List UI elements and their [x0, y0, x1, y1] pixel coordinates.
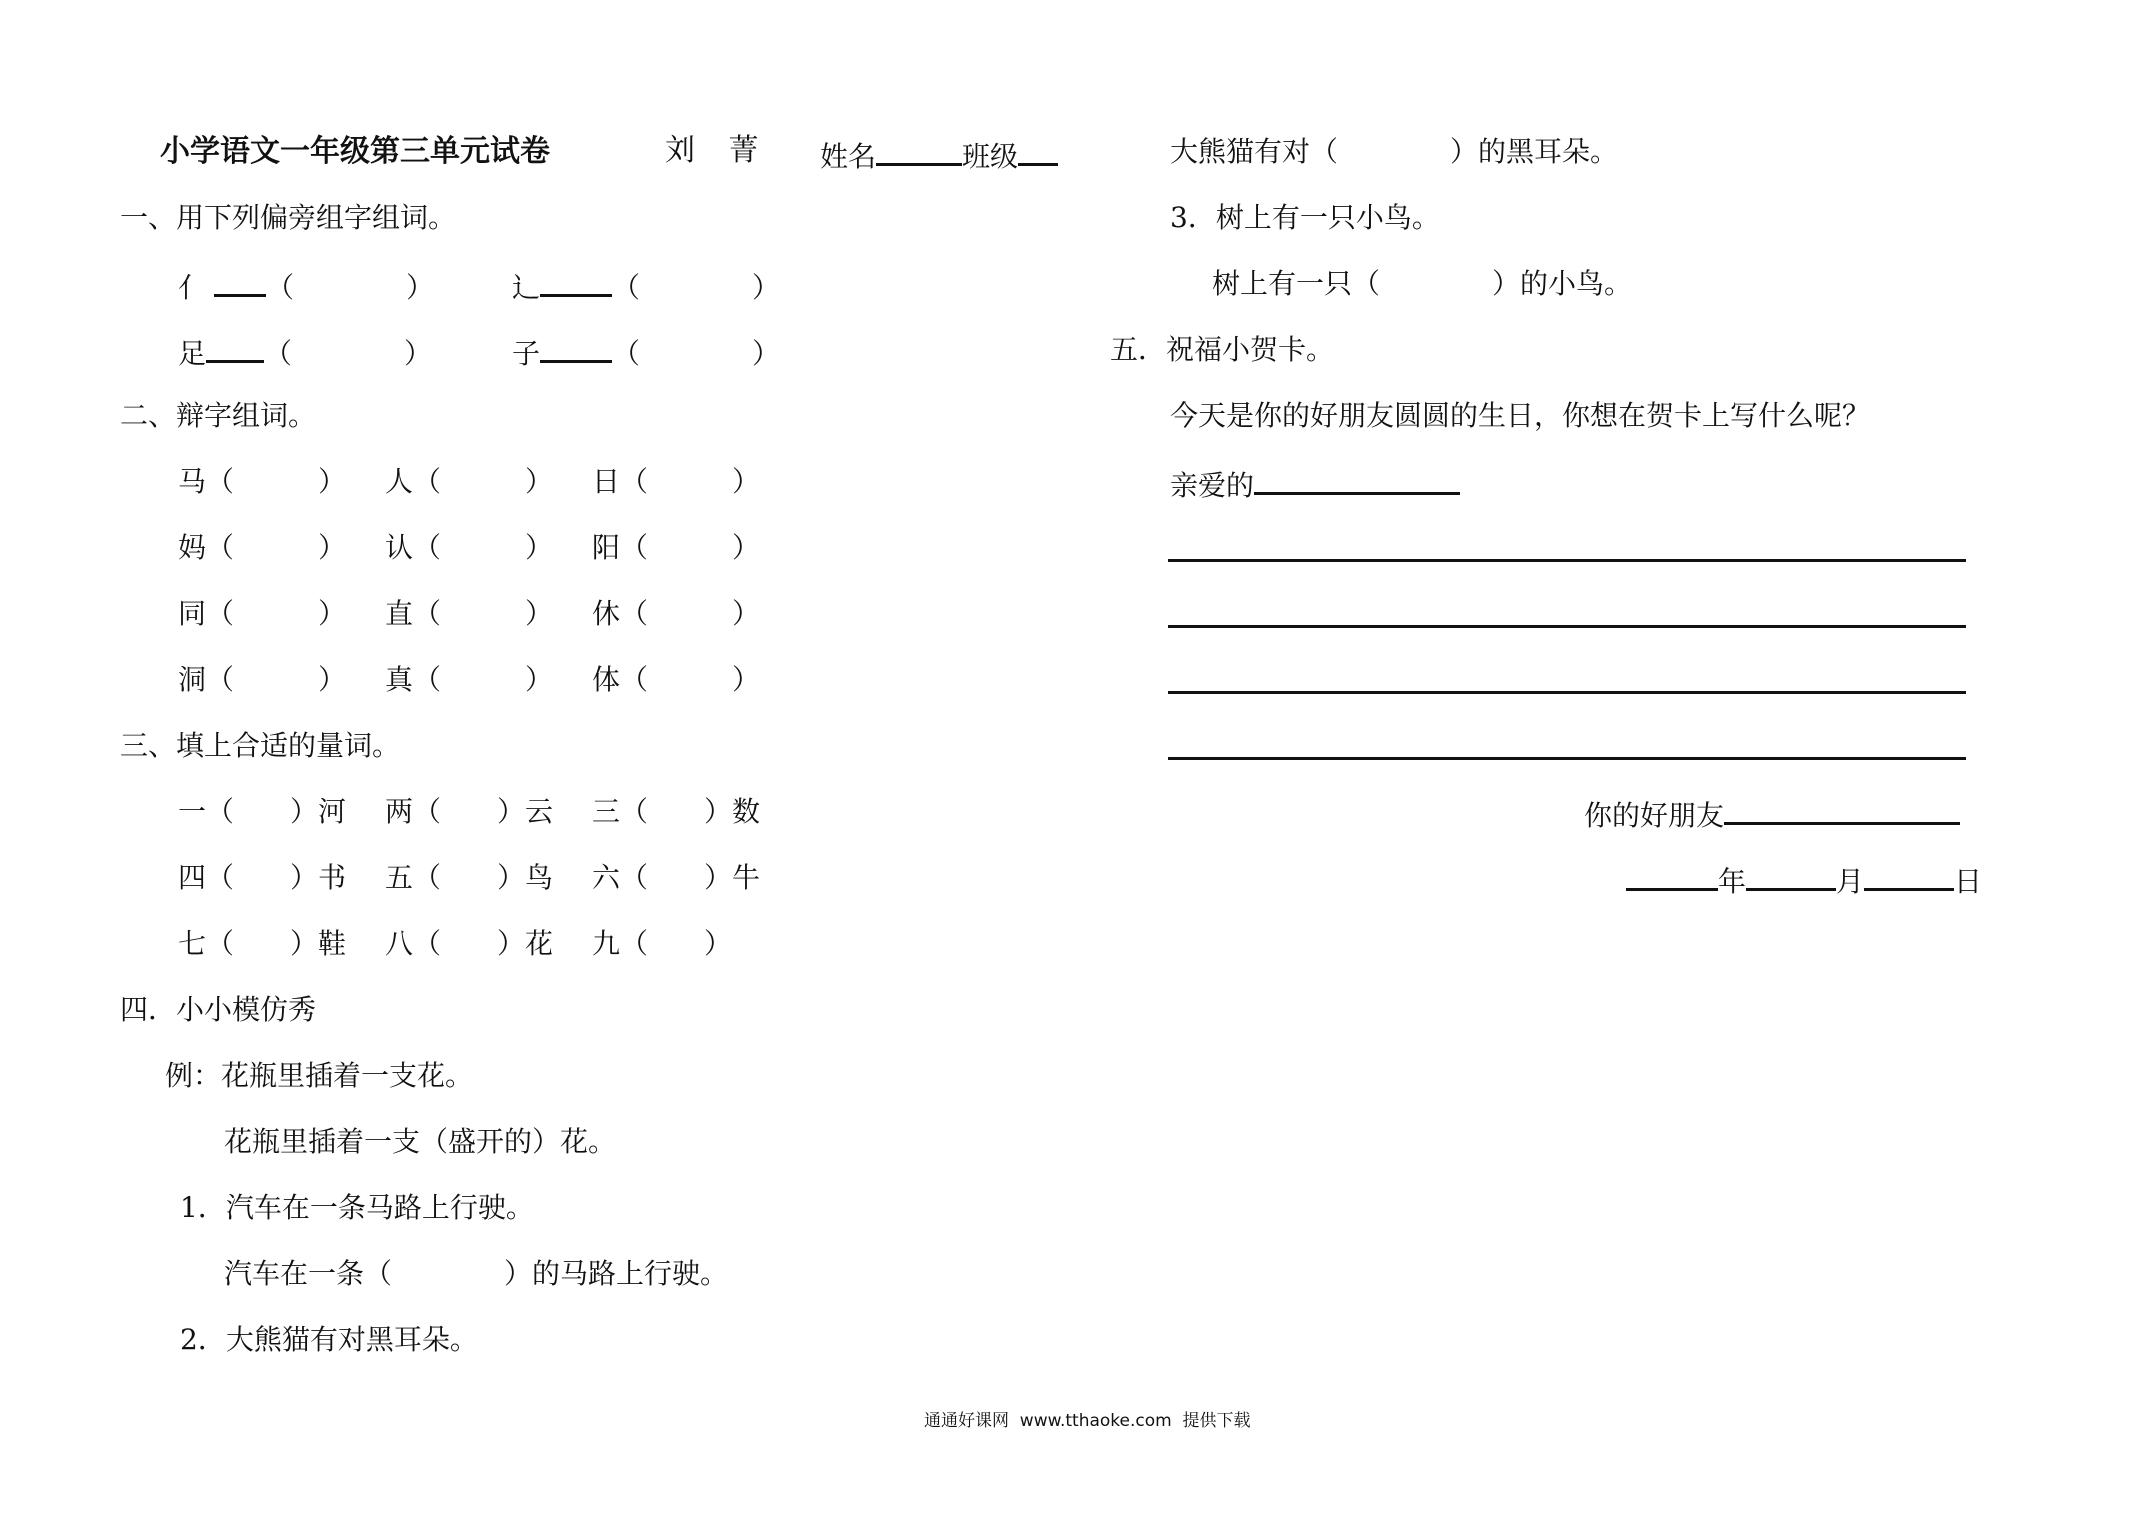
section4-heading: 四．小小模仿秀 — [120, 993, 317, 1026]
measure-item: 八（ ）花 — [385, 927, 554, 960]
measure-item: 九（ ） — [592, 927, 733, 960]
writing-line — [1168, 625, 1966, 628]
measure-item: 三（ ）数 — [592, 795, 761, 828]
name-label: 姓名 — [820, 140, 877, 173]
name-field — [820, 135, 1058, 175]
radical-item: 子 （ ） — [512, 332, 780, 372]
word-item: 直（ ） — [385, 597, 554, 630]
measure-item: 六（ ）牛 — [592, 861, 761, 894]
writing-line — [1168, 559, 1966, 562]
writing-line — [1168, 757, 1966, 760]
word-item: 人（ ） — [385, 465, 554, 498]
word-item: 阳（ ） — [592, 531, 761, 564]
page-title: 小学语文一年级第三单元试卷 — [160, 134, 550, 169]
measure-item: 一（ ）河 — [178, 795, 347, 828]
card-greeting: 亲爱的 — [1170, 464, 1460, 504]
example-answer: 花瓶里插着一支（盛开的）花。 — [224, 1125, 617, 1158]
word-item: 体（ ） — [592, 663, 761, 696]
footer-source: 通通好课网 www.tthaoke.com 提供下载 — [924, 1411, 1251, 1431]
class-label: 班级 — [962, 140, 1019, 173]
radical-item: 亻 （ ） — [178, 266, 434, 306]
word-item: 认（ ） — [385, 531, 554, 564]
card-signature: 你的好朋友 — [1584, 794, 1960, 834]
word-item: 日（ ） — [592, 465, 761, 498]
question-2-answer: 大熊猫有对（ ）的黑耳朵。 — [1170, 135, 1619, 168]
signature-blank — [1724, 794, 1960, 825]
section1-heading: 一、用下列偏旁组字组词。 — [120, 201, 457, 234]
measure-item: 四（ ）书 — [178, 861, 347, 894]
measure-item: 七（ ）鞋 — [178, 927, 347, 960]
question-1: 1．汽车在一条马路上行驶。 — [180, 1191, 534, 1224]
section3-heading: 三、填上合适的量词。 — [120, 729, 401, 762]
word-item: 洞（ ） — [178, 663, 347, 696]
question-3: 3．树上有一只小鸟。 — [1170, 201, 1440, 234]
greeting-blank — [1254, 464, 1460, 495]
question-3-answer: 树上有一只（ ）的小鸟。 — [1212, 267, 1633, 300]
author-name: 刘 菁 — [665, 133, 771, 168]
question-1-answer: 汽车在一条（ ）的马路上行驶。 — [224, 1257, 729, 1290]
name-blank — [876, 135, 962, 166]
section2-heading: 二、辩字组词。 — [120, 399, 317, 432]
word-item: 休（ ） — [592, 597, 761, 630]
writing-line — [1168, 691, 1966, 694]
card-prompt: 今天是你的好朋友圆圆的生日，你想在贺卡上写什么呢？ — [1170, 399, 1871, 432]
word-item: 马（ ） — [178, 465, 347, 498]
measure-item: 两（ ）云 — [385, 795, 554, 828]
measure-item: 五（ ）鸟 — [385, 861, 554, 894]
word-item: 真（ ） — [385, 663, 554, 696]
radical-item: 足 （ ） — [178, 332, 432, 372]
card-date: 年 月 日 — [1626, 860, 1982, 900]
radical-item: 辶 （ ） — [512, 266, 780, 306]
class-blank — [1018, 135, 1058, 166]
word-item: 妈（ ） — [178, 531, 347, 564]
word-item: 同（ ） — [178, 597, 347, 630]
section5-heading: 五．祝福小贺卡。 — [1110, 333, 1335, 366]
question-2: 2．大熊猫有对黑耳朵。 — [180, 1323, 478, 1356]
example-sentence: 例：花瓶里插着一支花。 — [165, 1059, 474, 1092]
